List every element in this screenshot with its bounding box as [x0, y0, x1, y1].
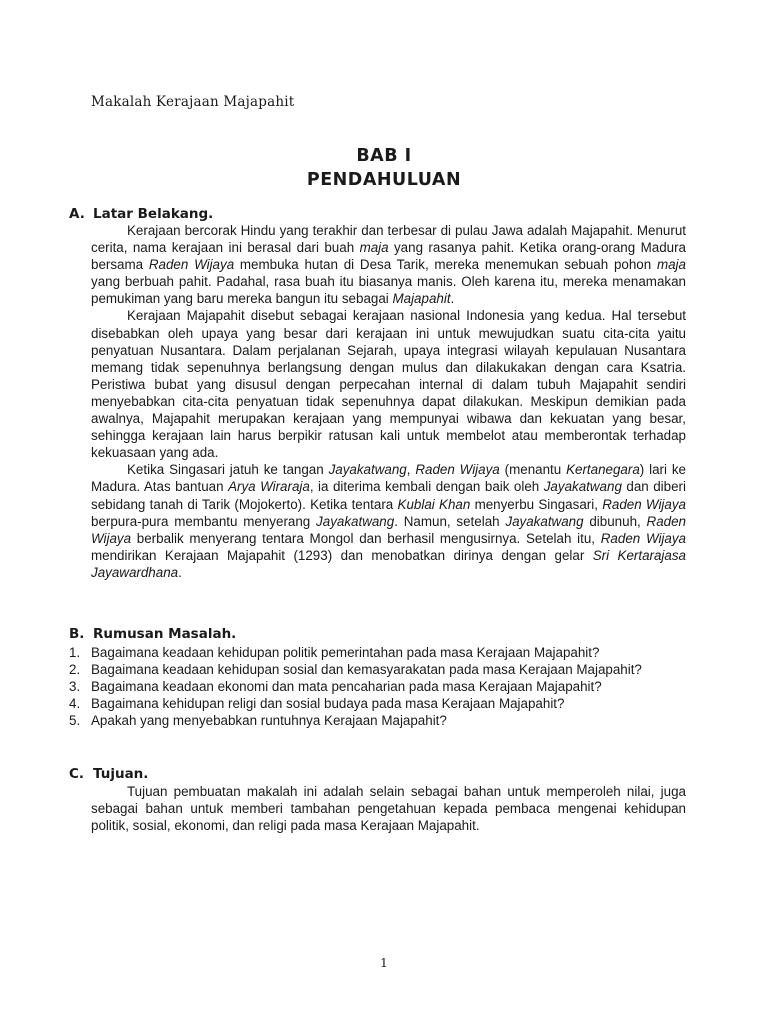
italic-term: Raden Wijaya — [600, 530, 686, 546]
document-header: Makalah Kerajaan Majapahit — [91, 94, 295, 110]
section-a-paragraph: Kerajaan Majapahit disebut sebagai kerajaan nasional Indonesia yang kedua. Hal tersebut disebabkan oleh upaya yang besar dari kerajaan ini untuk mewujudkan suatu cita-cita yaitu penyatuan Nusantara. Dalam perjalanan Sejarah, upaya integrasi wilayah kepulauan Nusantara memang tidak sepenuhnya berlangsung dengan mulus dan dilakukakan dengan cara Ksatria. Peristiwa bubat yang disusul dengan perpecahan internal di dalam tubuh Majapahit sendiri menyebabkan cita-cita penyatuan tidak sepenuhnya dapat dilakukan. Meskipun demikian pada awalnya, Majapahit merupakan kerajaan yang mempunyai wibawa dan kekuatan yang besar, sehingga kerajaan lain harus berpikir ratusan kali untuk membelot atau memberontak terhadap kekuasaan yang ada. — [91, 308, 686, 461]
section-c-letter: C. — [69, 766, 85, 782]
section-c-paragraph: Tujuan pembuatan makalah ini adalah selain sebagai bahan untuk memperoleh nilai, juga sebagai bahan untuk memberi tambahan pengetahuan kepada pembaca mengenai kehidupan politik, sosial, ekonomi, dan religi pada masa Kerajaan Majapahit. — [91, 784, 686, 834]
section-a-heading — [69, 206, 213, 222]
italic-term: Majapahit — [392, 291, 451, 307]
section-a-paragraph: Kerajaan bercorak Hindu yang terakhir dan terbesar di pulau Jawa adalah Majapahit. Menurut cerita, nama kerajaan ini berasal dari buah maja yang rasanya pahit. Ketika orang-orang Madura bersama Raden Wijaya membuka hutan di Desa Tarik, mereka menemukan sebuah pohon maja yang berbuah pahit. Padahal, rasa buah itu biasanya manis. Oleh karena itu, mereka menamakan pemukiman yang baru mereka bangun itu sebagai Majapahit. — [91, 223, 686, 307]
italic-term: Jayakatwang — [316, 513, 395, 529]
italic-term: Arya Wiraraja — [228, 479, 310, 495]
italic-term: Kertanegara — [566, 462, 640, 478]
list-item: 3. Bagaimana keadaan ekonomi dan mata pencaharian pada masa Kerajaan Majapahit? — [69, 679, 602, 695]
section-c-heading — [69, 766, 148, 782]
list-item: 4. Bagaimana kehidupan religi dan sosial budaya pada masa Kerajaan Majapahit? — [69, 696, 565, 712]
section-a-letter: A. — [69, 206, 85, 222]
italic-term: Raden Wijaya — [415, 462, 500, 478]
list-item: 1. Bagaimana keadaan kehidupan politik pemerintahan pada masa Kerajaan Majapahit? — [69, 645, 600, 660]
research-questions-list — [69, 644, 686, 729]
section-a-paragraph: Ketika Singasari jatuh ke tangan Jayakatwang, Raden Wijaya (menantu Kertanegara) lari ke Madura. Atas bantuan Arya Wiraraja, ia diterima kembali dengan baik oleh Jayakatwang dan diberi sebidang tanah di Tarik (Mojokerto). Ketika tentara Kublai Khan menyerbu Singasari, Raden Wijaya berpura-pura membantu menyerang Jayakatwang. Namun, setelah Jayakatwang dibunuh, Raden Wijaya berbalik menyerang tentara Mongol dan berhasil mengusirnya. Setelah itu, Raden Wijaya mendirikan Kerajaan Majapahit (1293) dan menobatkan dirinya dengan gelar Sri Kertarajasa Jayawardhana. — [91, 462, 686, 580]
section-a-body — [91, 222, 686, 581]
italic-term: Jayakatwang — [328, 462, 407, 478]
italic-term: maja — [656, 257, 686, 273]
chapter-number: BAB I — [356, 146, 412, 166]
italic-term: maja — [359, 240, 389, 256]
list-item: 2. Bagaimana keadaan kehidupan sosial dan kemasyarakatan pada masa Kerajaan Majapahit? — [69, 662, 642, 678]
italic-term: Raden Wijaya — [602, 496, 686, 512]
italic-term: Sri Kertarajasa Jayawardhana — [91, 547, 686, 580]
page-number: 1 — [380, 956, 388, 970]
section-b-title: Rumusan Masalah. — [93, 626, 237, 642]
section-b-letter: B. — [69, 626, 85, 642]
italic-term: Jayakatwang — [505, 513, 584, 529]
section-a-title: Latar Belakang. — [93, 206, 214, 222]
chapter-title: PENDAHULUAN — [306, 170, 462, 190]
section-c-title: Tujuan. — [93, 766, 149, 782]
italic-term: Kublai Khan — [397, 496, 471, 512]
italic-term: Raden Wijaya — [148, 257, 235, 273]
italic-term: Jayakatwang — [543, 479, 622, 495]
section-c-body — [91, 783, 686, 834]
list-item: 5. Apakah yang menyebabkan runtuhnya Kerajaan Majapahit? — [69, 713, 447, 729]
section-b-heading — [69, 626, 236, 642]
italic-term: Raden Wijaya — [91, 513, 686, 546]
